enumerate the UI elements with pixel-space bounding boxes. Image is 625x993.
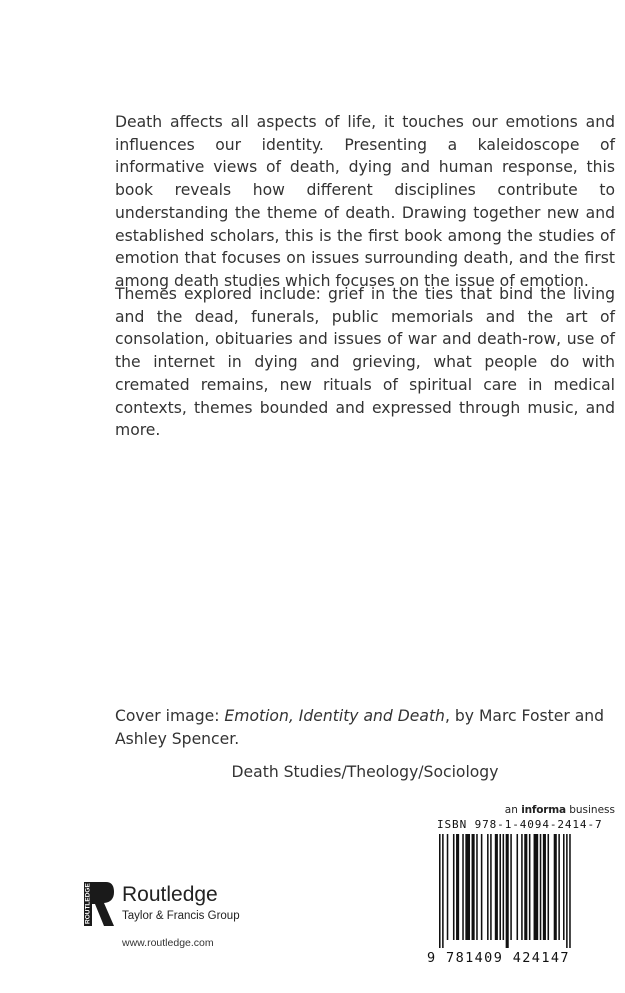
publisher-name: Routledge [122,883,218,906]
isbn-label: ISBN 978-1-4094-2414-7 [437,818,603,831]
informa-tagline [400,804,615,816]
publisher-group: Taylor & Francis Group [122,910,240,922]
svg-text:ROUTLEDGE: ROUTLEDGE [84,883,92,924]
publisher-url[interactable]: www.routledge.com [122,937,214,949]
blurb-paragraph-2: Themes explored include: grief in the ties that bind the living and the dead, funerals, public memorials and the art of consolation, obituaries and issues of war and death-row, use of the internet in dying and grieving, what people do with cremated remains, new rituals of spiritual care in medical contexts, themes bounded and expressed through music, and more. [115,285,615,440]
blurb-paragraph-1: Death affects all aspects of life, it touches our emotions and influences our identity. Presenting a kaleidoscope of informative views of death, dying and human response, this book reveals how different disciplines contribute to understanding the theme of death. Drawing together new and established scholars, this is the first book among the studies of emotion that focuses on issues surrounding death, and the first among death studies which focuses on the issue of emotion. [115,113,615,290]
cover-credit-title: Emotion, Identity and Death [224,707,445,725]
informa-suffix: business [565,804,615,816]
cover-credit-prefix: Cover image: [115,707,225,725]
barcode-icon [427,834,617,948]
informa-brand: informa [521,804,566,816]
isbn-barcode-block [427,818,617,966]
cover-image-credit [115,705,615,750]
cover-credit-suffix: , by Marc Foster and Ashley Spencer. [115,707,605,748]
informa-prefix: an [504,804,522,816]
routledge-logo-icon [80,880,116,928]
subject-categories: Death Studies/Theology/Sociology [231,763,499,781]
ean-digits: 9 781409 424147 [427,950,570,966]
